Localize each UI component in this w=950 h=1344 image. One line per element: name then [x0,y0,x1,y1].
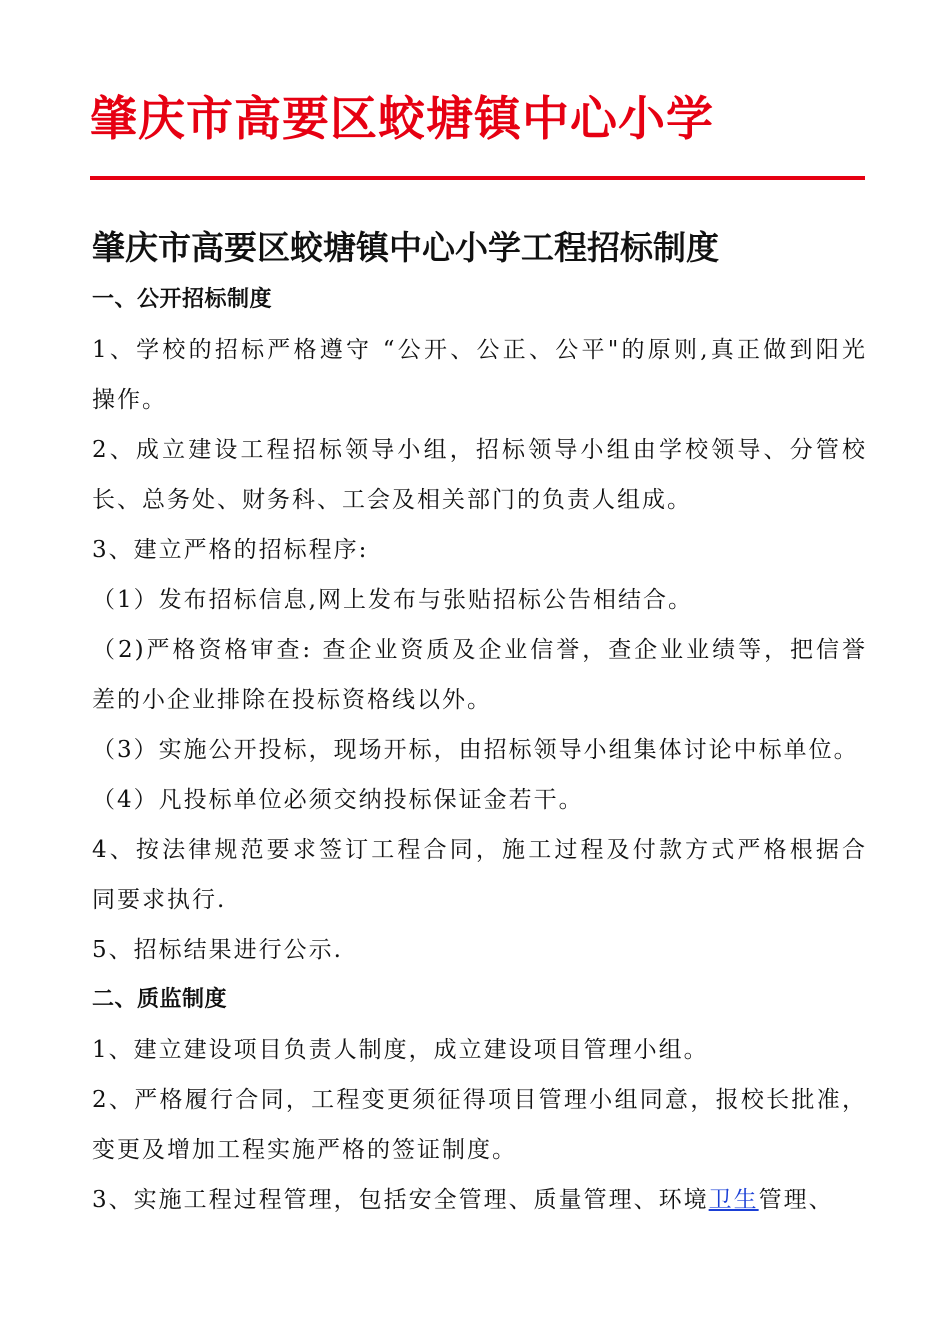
paragraph-line: （3）实施公开投标，现场开标，由招标领导小组集体讨论中标单位。 [92,737,859,763]
paragraph-line-with-link [92,1182,867,1232]
paragraph-line: （2)严格资格审查: 查企业资质及企业信誉，查企业业绩等，把信誉 [92,637,867,663]
paragraph-line: 4、按法律规范要求签订工程合同，施工过程及付款方式严格根据合 [92,837,867,863]
section-heading-quality-supervision: 二、质监制度 [92,987,228,1012]
paragraph-line: 5、招标结果进行公示. [92,937,343,963]
paragraph-line: 长、总务处、财务科、工会及相关部门的负责人组成。 [92,487,692,513]
document-body [92,282,867,1232]
paragraph-line: 操作。 [92,387,167,413]
paragraph-line: 1、学校的招标严格遵守 “公开、公正、公平"的原则,真正做到阳光 [92,337,867,363]
section-heading-public-bidding: 一、公开招标制度 [92,287,273,312]
paragraph-line: （4）凡投标单位必须交纳投标保证金若干。 [92,787,584,813]
letterhead-school-name: 肇庆市高要区蛟塘镇中心小学 [90,92,714,147]
paragraph-line: 差的小企业排除在投标资格线以外。 [92,687,492,713]
line-text-before-link: 3、实施工程过程管理，包括安全管理、质量管理、环境 [92,1187,709,1213]
paragraph-line: 3、建立严格的招标程序: [92,537,369,563]
paragraph-line: 变更及增加工程实施严格的签证制度。 [92,1137,517,1163]
hygiene-link[interactable]: 卫生 [708,1187,759,1213]
paragraph-line: 2、严格履行合同，工程变更须征得项目管理小组同意，报校长批准， [92,1087,867,1113]
paragraph-line: 同要求执行. [92,887,227,913]
paragraph-line: 2、成立建设工程招标领导小组，招标领导小组由学校领导、分管校 [92,437,867,463]
paragraph-line: 1、建立建设项目负责人制度，成立建设项目管理小组。 [92,1037,709,1063]
paragraph-line: （1）发布招标信息,网上发布与张贴招标公告相结合。 [92,587,693,613]
letterhead-divider [90,176,865,180]
document-title: 肇庆市高要区蛟塘镇中心小学工程招标制度 [92,228,719,267]
line-text-after-link: 管理、 [758,1187,834,1213]
